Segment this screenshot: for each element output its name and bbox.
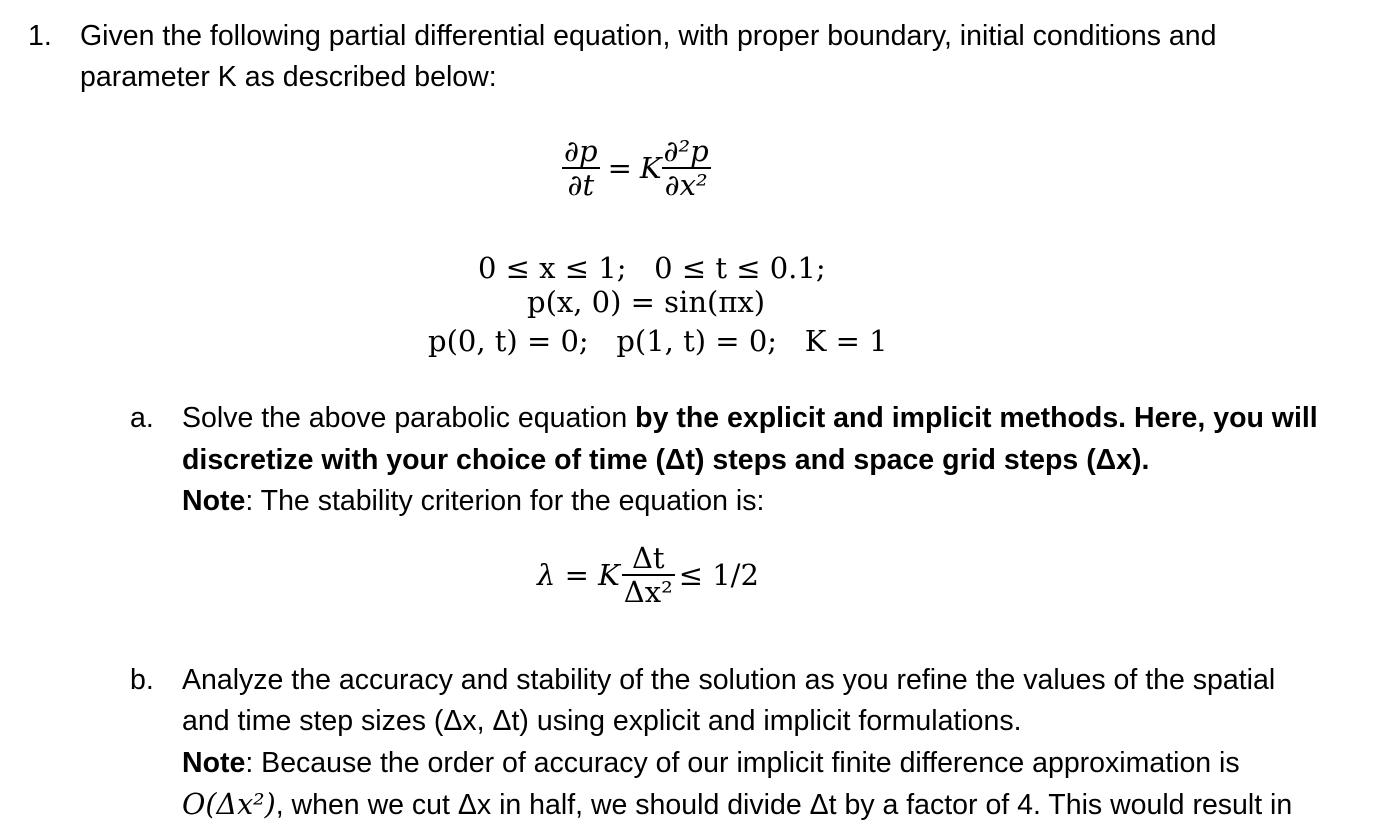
part-b-line2: and time step sizes (Δx, Δt) using explicit and implicit formulations. (182, 705, 1022, 737)
pde-lhs-numerator: ∂p (564, 134, 598, 168)
part-a-line1-plain: Solve the above parabolic equation (182, 402, 636, 434)
pde-lhs-denominator: ∂t (567, 168, 595, 203)
part-b-note-line2-text: , when we cut Δx in half, we should divide Δt by a factor of 4. This would result in (275, 789, 1293, 821)
part-a-label: a. (130, 402, 154, 434)
pde-equals: = (607, 151, 632, 186)
pde-equation (562, 136, 711, 201)
domain-condition: 0 ≤ x ≤ 1; 0 ≤ t ≤ 0.1; (478, 251, 826, 285)
part-b-note-line2 (182, 784, 1292, 826)
question-intro-line1: Given the following partial differential equation, with proper boundary, initial conditions and (80, 20, 1217, 52)
part-a-line2-bold: discretize with your choice of time (Δt) steps and space grid steps (Δx). (182, 444, 1150, 476)
part-b-line1: Analyze the accuracy and stability of the solution as you refine the values of the spatial (182, 664, 1276, 696)
stability-denominator: Δx² (623, 575, 673, 610)
pde-coefficient: K (639, 151, 662, 186)
part-a-line1 (182, 398, 1318, 439)
boundary-condition: p(0, t) = 0; p(1, t) = 0; K = 1 (428, 324, 888, 358)
part-a-line2 (182, 440, 1149, 481)
part-b-order-notation: O(Δx²) (182, 788, 276, 821)
stability-lhs: λ = K (537, 558, 620, 593)
part-a-note-label: Note (182, 485, 246, 517)
pde-rhs-fraction (662, 136, 711, 201)
part-a-line1-bold: by the explicit and implicit methods. Here, you will (635, 402, 1318, 434)
stability-criterion (537, 543, 759, 608)
pde-rhs-numerator: ∂²p (663, 134, 709, 168)
stability-numerator: Δt (631, 541, 665, 575)
initial-condition: p(x, 0) = sin(πx) (527, 285, 766, 319)
stability-fraction (622, 543, 675, 608)
part-a-note-text: : The stability criterion for the equation is: (245, 485, 765, 517)
part-a-note (182, 481, 764, 522)
pde-rhs-denominator: ∂x² (664, 168, 708, 203)
pde-lhs-fraction (562, 136, 600, 201)
question-number: 1. (28, 20, 52, 52)
part-b-note-label: Note (182, 747, 246, 779)
part-b-note-line1 (182, 743, 1240, 784)
question-intro-line2: parameter K as described below: (80, 61, 497, 93)
part-b-label: b. (130, 664, 154, 696)
stability-rhs: ≤ 1/2 (678, 558, 759, 593)
part-b-note-text: : Because the order of accuracy of our implicit finite difference approximation is (245, 747, 1240, 779)
